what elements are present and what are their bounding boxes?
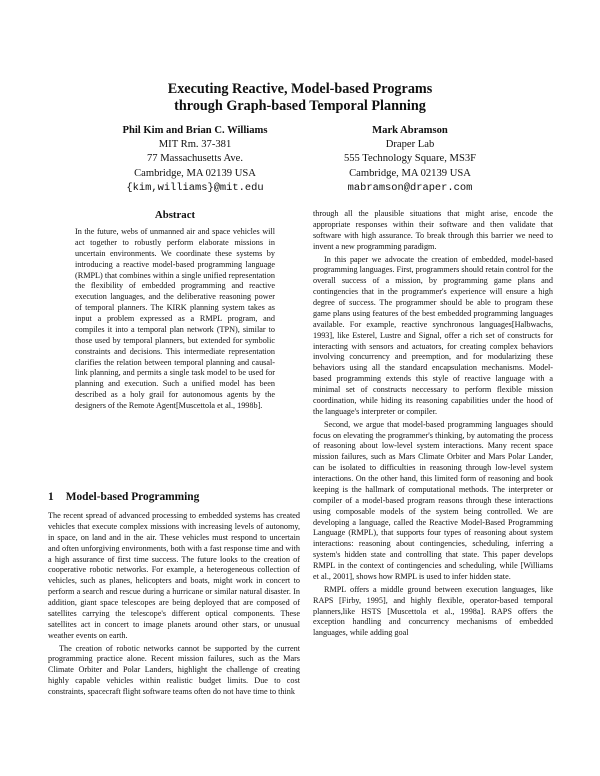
author-block-left bbox=[95, 124, 295, 195]
body-paragraph: The recent spread of advanced processing to embedded systems has created vehicles that execute complex missions with increasing levels of autonomy, in space, on land and in the air. These vehicles must respond to uncertain and often unforgiving environments, both with a fast response time and with a high assurance of first time success. The future looks to the creation of cooperative robotic networks. For example, a heterogeneous collection of vehicles, such as planes, helicopters and boats, might work in concert to perform a search and rescue during a hurricane or similar natural disaster. In addition, giant space telescopes are being deployed that are composed of satellites carrying the telescope's different optical components. These satellites act in concert to image planets around other stars, or unusual weather events on earth. bbox=[48, 511, 300, 640]
affiliation-line: Cambridge, MA 02139 USA bbox=[134, 167, 256, 179]
title-line-2: through Graph-based Temporal Planning bbox=[174, 98, 426, 114]
body-paragraph: through all the plausible situations that might arise, encode the appropriate responses within their software and then validate that software with high assurance. To break through this barrier we need to invent a new programming paradigm. bbox=[313, 209, 553, 251]
section-number: 1 bbox=[48, 491, 54, 503]
author-names-right: Mark Abramson bbox=[372, 125, 448, 136]
paper-title bbox=[0, 81, 600, 115]
body-paragraph: The creation of robotic networks cannot be supported by the current programming practice alone. Recent mission failures, such as the Mars Climate Orbiter and Polar Landers, highlight the challenge of creating highly capable vehicles within realistic budget limits. Due to cost constraints, spacecraft flight software teams often do not have time to think bbox=[48, 643, 300, 696]
abstract-text: In the future, webs of unmanned air and space vehicles will act together to robustly perform elaborate missions in uncertain environments. We coordinate these systems by introducing a reactive model-based programming language (RMPL) that combines within a single unified representation the flexibility of embedded programming and reactive execution languages, and the deliberative reasoning power of temporal planners. The KIRK planning system takes as input a problem expressed as a RMPL program, and compiles it into a temporal plan network (TPN), similar to those used by temporal planners, but extended for symbolic constraints and decisions. This intermediate representation clarifies the relation between temporal planning and causal-link planning, and permits a single task model to be used for planning and execution. Such a unified model has been described as a holy grail for autonomous agents by the designers of the Remote Agent[Muscettola et al., 1998b]. bbox=[75, 227, 275, 410]
affiliation-line: 555 Technology Square, MS3F bbox=[343, 153, 477, 165]
author-email-left: {kim,williams}@mit.edu bbox=[126, 181, 264, 194]
right-column-body bbox=[313, 209, 553, 639]
affiliation-line: 77 Massachusetts Ave. bbox=[146, 153, 243, 165]
left-column-body bbox=[48, 511, 300, 698]
author-email-right: mabramson@draper.com bbox=[347, 181, 473, 194]
author-block-right bbox=[308, 124, 512, 195]
body-paragraph: RMPL offers a middle ground between execution languages, like RAPS [Firby, 1995], and highly flexible, operator-based temporal planners,like HSTS [Muscettola et al., 1998a]. RAPS offers the exception handling and concurrency mechanisms of embedded languages, while adding goal bbox=[313, 584, 553, 638]
abstract-heading: Abstract bbox=[154, 209, 196, 221]
affiliation-line: Draper Lab bbox=[385, 139, 435, 151]
section-heading bbox=[48, 491, 199, 503]
affiliation-line: MIT Rm. 37-381 bbox=[158, 139, 232, 151]
affiliation-line: Cambridge, MA 02139 USA bbox=[349, 167, 471, 179]
title-line-1: Executing Reactive, Model-based Programs bbox=[167, 81, 433, 97]
abstract-body bbox=[75, 227, 275, 412]
section-title: Model-based Programming bbox=[65, 491, 200, 503]
body-paragraph: In this paper we advocate the creation of embedded, model-based programming languages. First, programmers should retain control for the overall success of a mission, by programming game plans and contingencies that in the programmer's experience will ensure a high degree of success. The programmer should be able to program these game plans using features of the best embedded programming languages available. For example, reactive synchronous languages[Halbwachs, 1993], like Esterel, Lustre and Signal, offer a rich set of constructs for interacting with sensors and actuators, for creating complex behaviors involving concurrency and preemption, and for modularizing these behaviors using all the standard encapsulation mechanisms. Model-based programming extends this style of reactive language with a minimal set of constructs neccessary to perform flexible mission coordination, while hiding its reasoning capabilities under the hood of the language's interpreter or compiler. bbox=[313, 254, 553, 416]
author-names-left: Phil Kim and Brian C. Williams bbox=[122, 125, 268, 136]
body-paragraph: Second, we argue that model-based programming languages should focus on elevating the programmer's thinking, by automating the process of reasoning about low-level system interactions. Many recent space mission failures, such as Mars Climate Orbiter and Mars Polar Lander, can be isolated to difficulties in reasoning through low-level system interactions. On the other hand, this limited form of reasoning and book keeping is the hallmark of computational methods. The interpreter or compiler of a model-based program reasons through these interactions using composable models of the system being controlled. We are developing a language, called the Reactive Model-Based Programming Language (RMPL), that supports four types of reasoning about system interactions: reasoning about contingencies, scheduling, inferring a system's hidden state and controlling that state. This paper develops RMPL in the context of contingencies and scheduling, while [Williams et al., 2001], shows how RMPL is used to infer hidden state. bbox=[313, 419, 553, 581]
